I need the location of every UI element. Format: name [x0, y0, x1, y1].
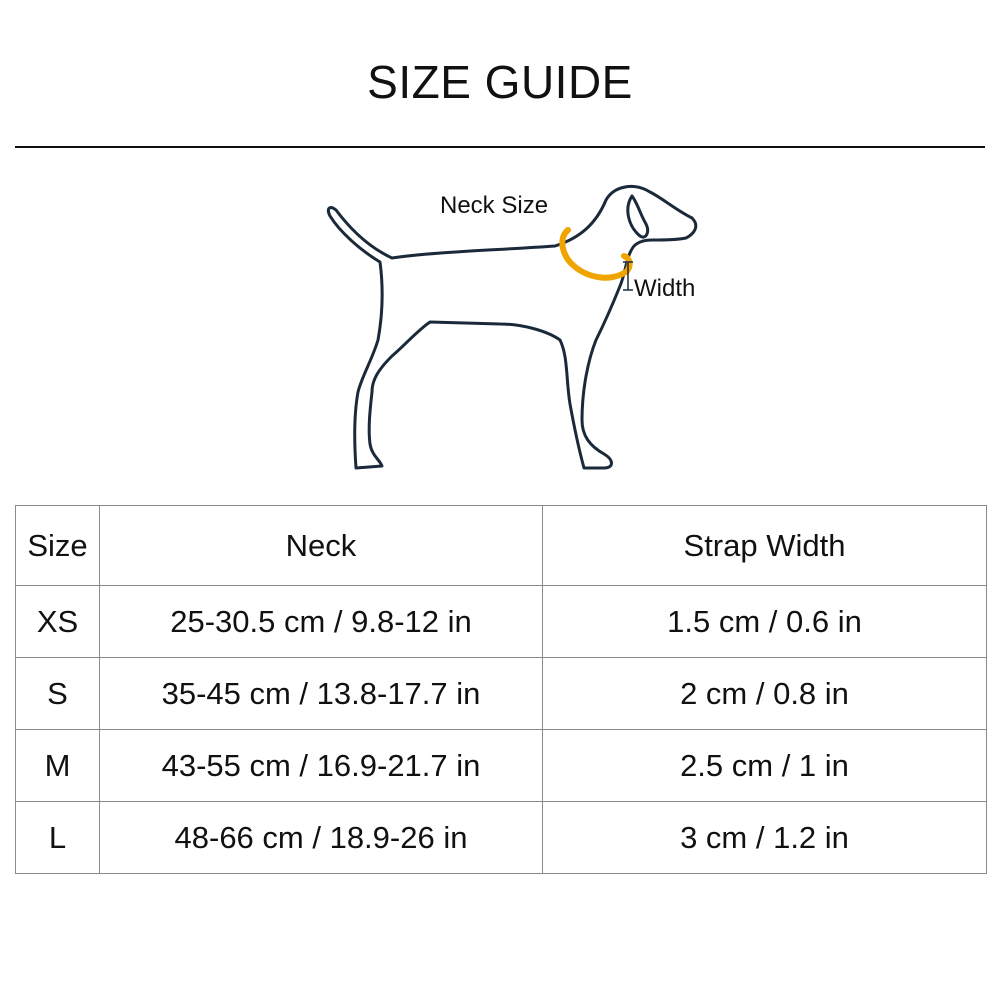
cell-strap: 2.5 cm / 1 in [543, 730, 987, 802]
cell-size: L [16, 802, 100, 874]
neck-size-label: Neck Size [440, 192, 549, 219]
dog-outline-illustration [300, 170, 720, 480]
cell-size: S [16, 658, 100, 730]
cell-neck: 48-66 cm / 18.9-26 in [100, 802, 543, 874]
cell-size: XS [16, 586, 100, 658]
cell-neck: 35-45 cm / 13.8-17.7 in [100, 658, 543, 730]
cell-strap: 3 cm / 1.2 in [543, 802, 987, 874]
cell-strap: 2 cm / 0.8 in [543, 658, 987, 730]
table-row [16, 658, 987, 730]
cell-neck: 43-55 cm / 16.9-21.7 in [100, 730, 543, 802]
size-table [15, 505, 987, 874]
header-neck: Neck [100, 506, 543, 586]
cell-size: M [16, 730, 100, 802]
cell-strap: 1.5 cm / 0.6 in [543, 586, 987, 658]
title-divider [15, 146, 985, 148]
cell-neck: 25-30.5 cm / 9.8-12 in [100, 586, 543, 658]
dog-outline [328, 186, 695, 468]
width-label: Width [634, 275, 696, 302]
table-header-row [16, 506, 987, 586]
dog-ear [628, 196, 648, 237]
table-row [16, 802, 987, 874]
page-title: SIZE GUIDE [367, 56, 633, 108]
table-row [16, 586, 987, 658]
dog-diagram [300, 170, 720, 480]
header-strap-width: Strap Width [543, 506, 987, 586]
table-row [16, 730, 987, 802]
header-size: Size [16, 506, 100, 586]
